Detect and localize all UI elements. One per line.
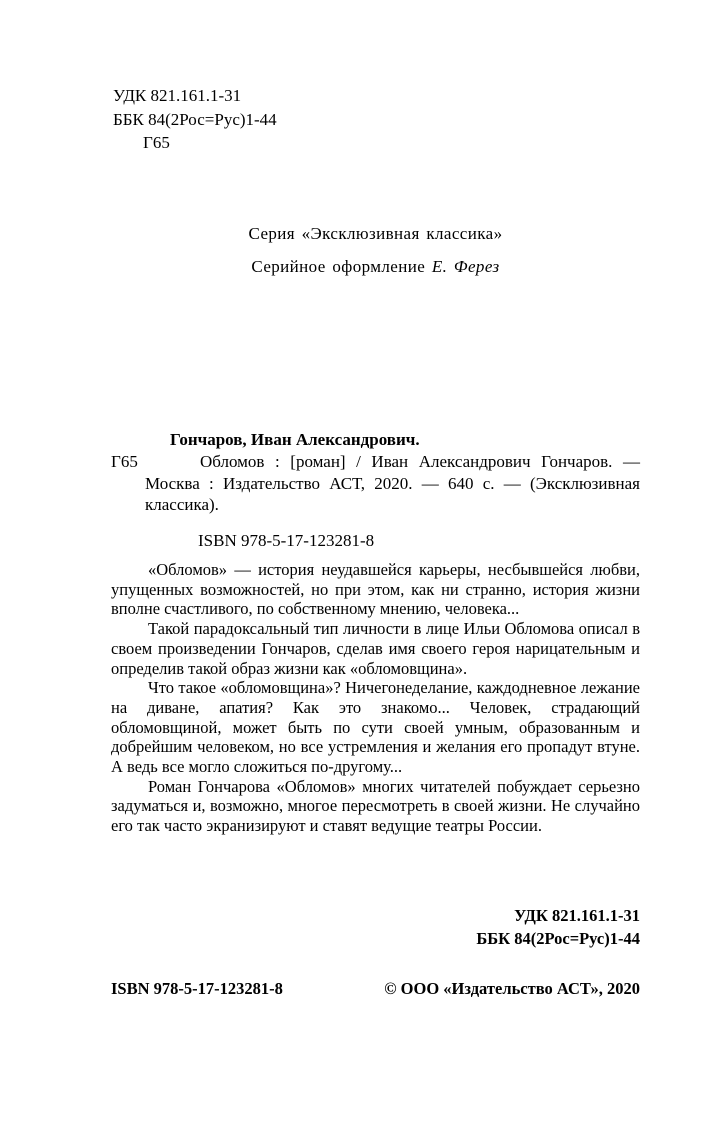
catalog-author: Гончаров, Иван Александрович. [170, 430, 420, 449]
footer-bbk-code: ББК 84(2Рос=Рус)1-44 [476, 929, 640, 949]
header-udk-code: УДК 821.161.1-31 [113, 86, 242, 105]
series-designer-name: Е. Ферез [431, 257, 500, 276]
series-title: Серия «Эксклюзивная классика» [248, 224, 503, 243]
header-author-sign: Г65 [143, 133, 170, 152]
footer-codes [476, 904, 640, 950]
footer-line [111, 979, 640, 999]
series-design-line [111, 257, 640, 277]
catalog-card [111, 429, 640, 552]
annotation [111, 560, 640, 836]
catalog-description: Обломов : [роман] / Иван Александрович Гончаров. — Москва : Издательство АСТ, 2020. — 640 с. — (Эксклюзивная классика). [145, 451, 640, 515]
annotation-paragraph: Что такое «обломовщина»? Ничегонеделание, каждодневное лежание на диване, апатия? Как это знакомо... Человек, страдающий обломовщиной, может быть по сути своей умным, образованным и добрейшим человеком, но все устремления и желания его пропадут втуне. А ведь все могло сложиться по-другому... [111, 678, 640, 777]
header-codes [113, 84, 277, 155]
annotation-paragraph: Роман Гончарова «Обломов» многих читателей побуждает серьезно задуматься и, возможно, многое пересмотреть в своей жизни. Не случайно его так часто экранизируют и ставят ведущие театры России. [111, 776, 640, 836]
catalog-description-row [111, 451, 640, 516]
annotation-paragraph: «Обломов» — история неудавшейся карьеры, несбывшейся любви, упущенных возможностей, но при этом, как ни странно, история жизни вполне счастливого, по собственному мнению, человека... [111, 560, 640, 619]
series-block [111, 224, 640, 277]
header-bbk-code: ББК 84(2Рос=Рус)1-44 [113, 109, 277, 129]
series-design-prefix: Серийное оформление [251, 257, 426, 276]
footer-isbn: ISBN 978-5-17-123281-8 [111, 979, 283, 998]
footer-udk-code: УДК 821.161.1-31 [514, 906, 640, 925]
catalog-isbn: ISBN 978-5-17-123281-8 [198, 531, 375, 551]
annotation-paragraph: Такой парадоксальный тип личности в лице Ильи Обломова описал в своем произведении Гончаров, сделав имя своего героя нарицательным и определив такой образ жизни как «обломовщина». [111, 619, 640, 678]
catalog-margin-code: Г65 [111, 451, 138, 471]
footer-copyright: © ООО «Издательство АСТ», 2020 [384, 979, 640, 998]
